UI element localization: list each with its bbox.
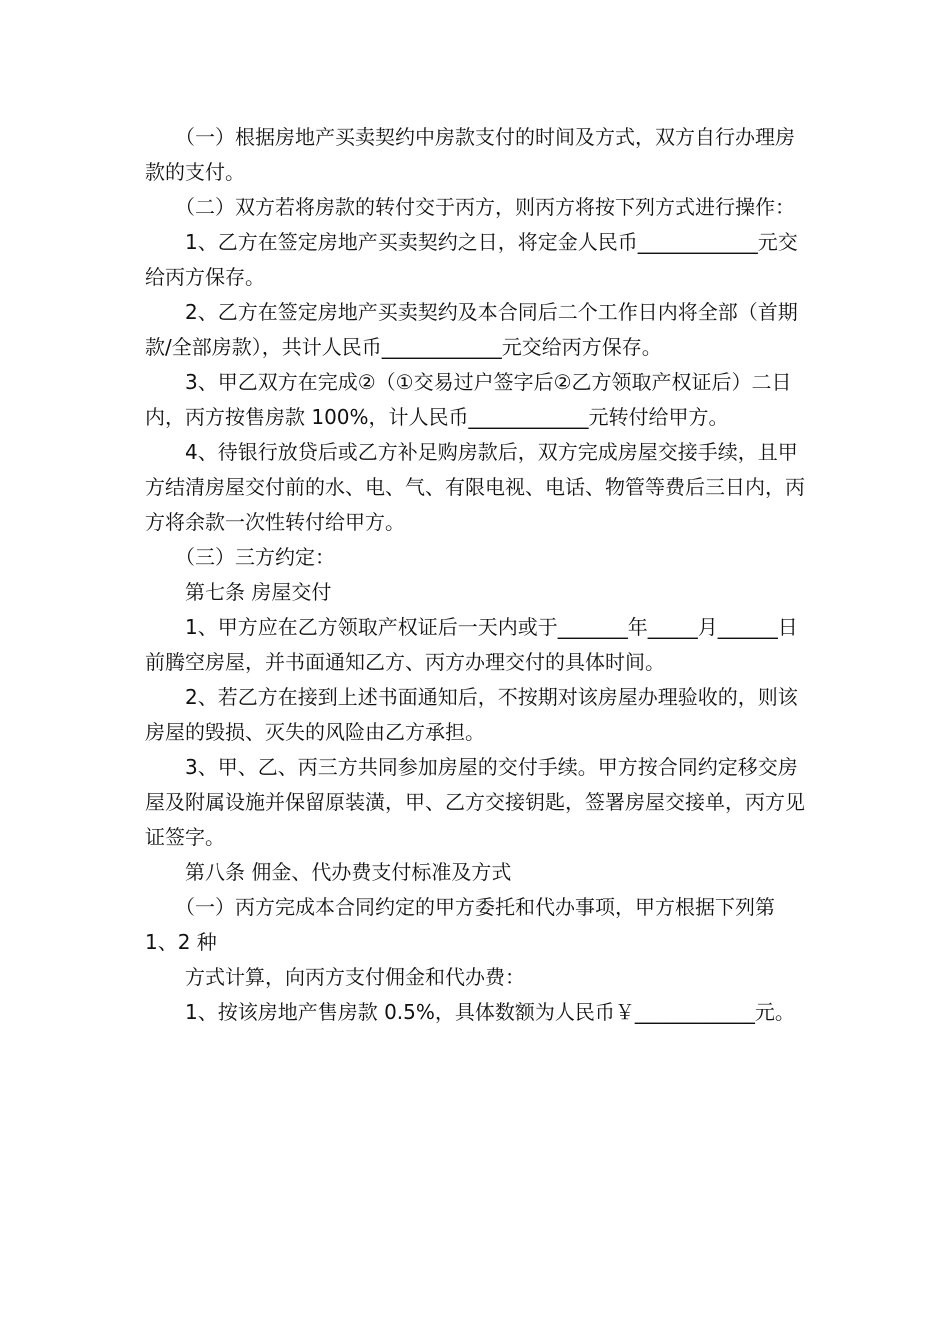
paragraph-handover-procedure: 3、甲、乙、丙三方共同参加房屋的交付手续。甲方按合同约定移交房屋及附属设施并保留原装潢，甲、乙方交接钥匙，签署房屋交接单，丙方见证签字。 — [145, 755, 805, 849]
paragraph-risk-transfer: 2、若乙方在接到上述书面通知后，不按期对该房屋办理验收的，则该房屋的毁损、灭失的风险由乙方承担。 — [145, 685, 798, 744]
paragraph-deposit: 1、乙方在签定房地产买卖契约之日，将定金人民币____________元交给丙方保存。 — [145, 230, 798, 289]
heading-article-7: 第七条 房屋交付 — [145, 580, 332, 604]
paragraph-commission-basis: （一）丙方完成本合同约定的甲方委托和代办事项，甲方根据下列第 1、2 种 — [145, 895, 775, 954]
paragraph-payment-method-1: （一）根据房地产买卖契约中房款支付的时间及方式，双方自行办理房款的支付。 — [145, 125, 795, 184]
paragraph-down-payment: 2、乙方在签定房地产买卖契约及本合同后二个工作日内将全部（首期款/全部房款），共计人民币____________元交给丙方保存。 — [145, 300, 798, 359]
paragraph-commission-method: 方式计算，向丙方支付佣金和代办费： — [145, 965, 525, 989]
paragraph-commission-rate: 1、按该房地产售房款 0.5%，具体数额为人民币￥____________元。 — [145, 1000, 795, 1024]
paragraph-payment-method-2: （二）双方若将房款的转付交于丙方，则丙方将按下列方式进行操作： — [145, 195, 795, 219]
document-body — [145, 120, 810, 1030]
paragraph-vacate-house: 1、甲方应在乙方领取产权证后一天内或于_______年_____月______日前腾空房屋，并书面通知乙方、丙方办理交付的具体时间。 — [145, 615, 798, 674]
paragraph-transfer-to-seller: 3、甲乙双方在完成②（①交易过户签字后②乙方领取产权证后）二日内，丙方按售房款 100%，计人民币____________元转付给甲方。 — [145, 370, 792, 429]
heading-article-8: 第八条 佣金、代办费支付标准及方式 — [145, 860, 512, 884]
paragraph-balance-transfer: 4、待银行放贷后或乙方补足购房款后，双方完成房屋交接手续，且甲方结清房屋交付前的水、电、气、有限电视、电话、物管等费后三日内，丙方将余款一次性转付给甲方。 — [145, 440, 805, 534]
paragraph-tripartite-agreement: （三）三方约定： — [145, 545, 335, 569]
